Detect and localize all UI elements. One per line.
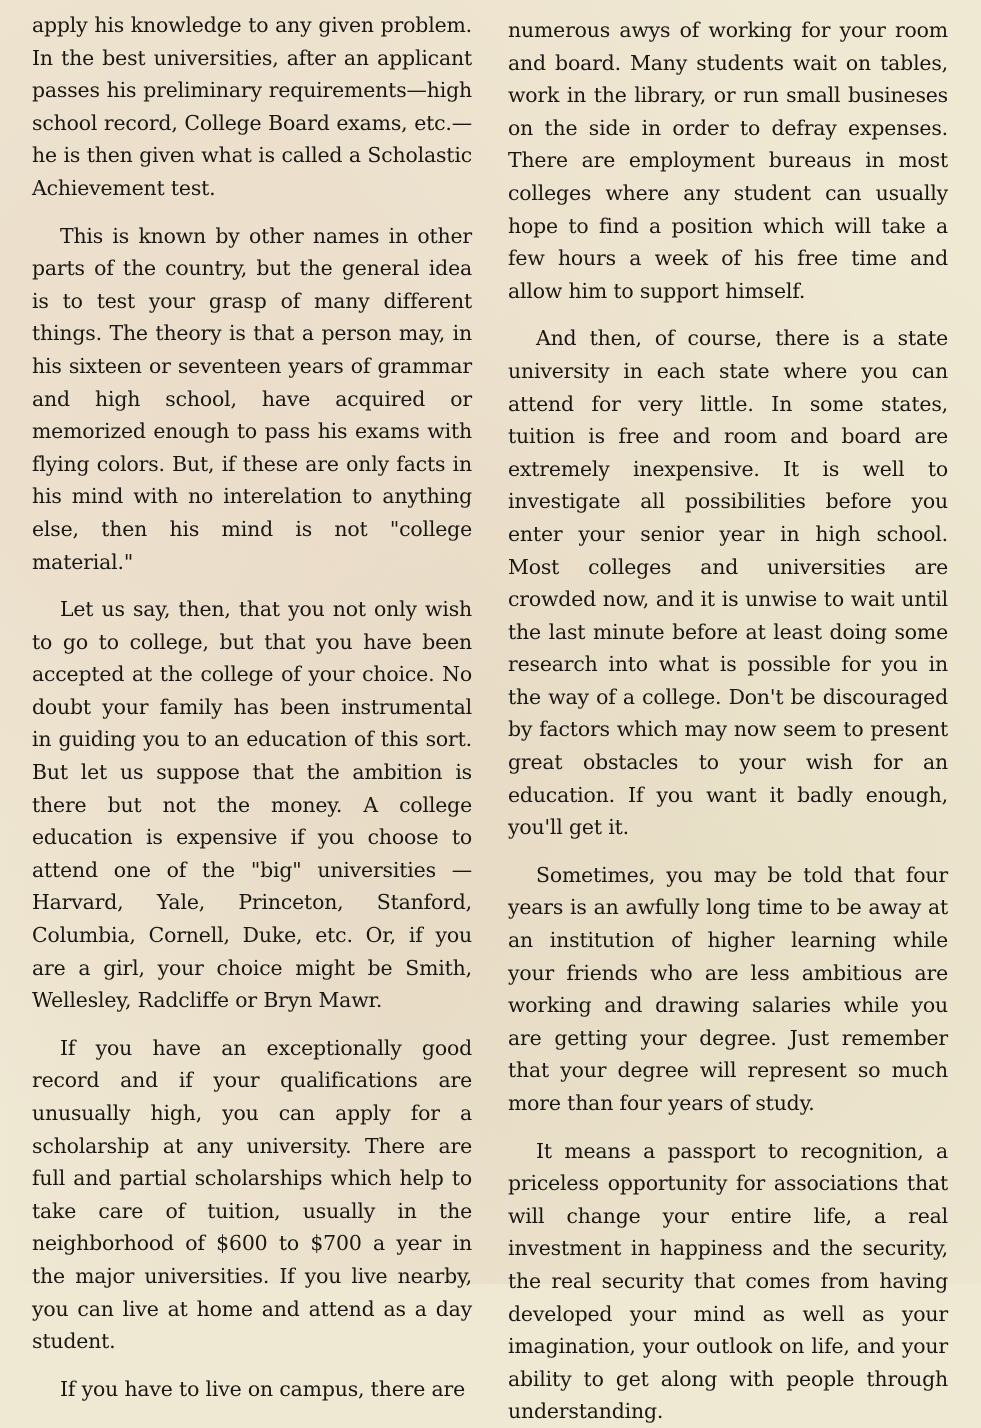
paragraph-scholastic-test: apply his knowledge to any given problem. In the best universities, after an applicant passes his preliminary requirements—high school record, College Board exams, etc.—he is then given what is called a Scholastic Achievement test. [32,13,472,200]
paragraph-passport-to-recognition: It means a passport to recognition, a priceless opportunity for associations that will change your entire life, a real investment in happiness and the security, the real security that comes from having developed your mind as well as your imagination, your outlook on life, and your ability to get along with people through understanding. [508,1138,948,1424]
right-text-column [508,0,948,1428]
left-text-column [32,0,472,1405]
paragraph-college-expense: Let us say, then, that you not only wish to go to college, but that you have been accepted at the college of your choice. No doubt your family has been instrumental in guiding you to an education of this sort. But let us suppose that the ambition is there but not the money. A college education is expensive if you choose to attend one of the "big" universities —Harvard, Yale, Princeton, Stanford, Columbia, Cornell, Duke, etc. Or, if you are a girl, your choice might be Smith, Wellesley, Radcliffe or Bryn Mawr. [32,597,472,1013]
paragraph-four-years: Sometimes, you may be told that four years is an awfully long time to be away at an institution of higher learning while your friends who are less ambitious are working and drawing salaries while you are getting your degree. Just remember that your degree will represent so much more than four years of study. [508,862,948,1115]
paragraph-scholarships: If you have an exceptionally good record and if your qualifications are unusually high, you can apply for a scholarship at any university. There are full and partial scholarships which help to take care of tuition, usually in the neighborhood of $600 to $700 a year in the major universities. If you live nearby, you can live at home and attend as a day student. [32,1035,472,1354]
paragraph-state-university: And then, of course, there is a state university in each state where you can attend for very little. In some states, tuition is free and room and board are extremely inexpensive. It is well to investigate all possibilities before you enter your senior year in high school. Most colleges and universities are crowded now, and it is unwise to wait until the last minute before at least doing some research into what is possible for you in the way of a college. Don't be discouraged by factors which may now seem to present great obstacles to your wish for an education. If you want it badly enough, you'll get it. [508,326,948,840]
paragraph-live-on-campus: If you have to live on campus, there are [60,1376,465,1401]
paragraph-room-and-board: numerous awys of working for your room and board. Many students wait on tables, work in the library, or run small busineses on the side in order to defray expenses. There are employment bureaus in most colleges where any student can usually hope to find a position which will take a few hours a week of his free time and allow him to support himself. [508,18,948,303]
paragraph-college-material: This is known by other names in other parts of the country, but the general idea is to test your grasp of many different things. The theory is that a person may, in his sixteen or seventeen years of grammar and high school, have acquired or memorized enough to pass his exams with flying colors. But, if these are only facts in his mind with no interelation to anything else, then his mind is not "college material." [32,223,472,574]
